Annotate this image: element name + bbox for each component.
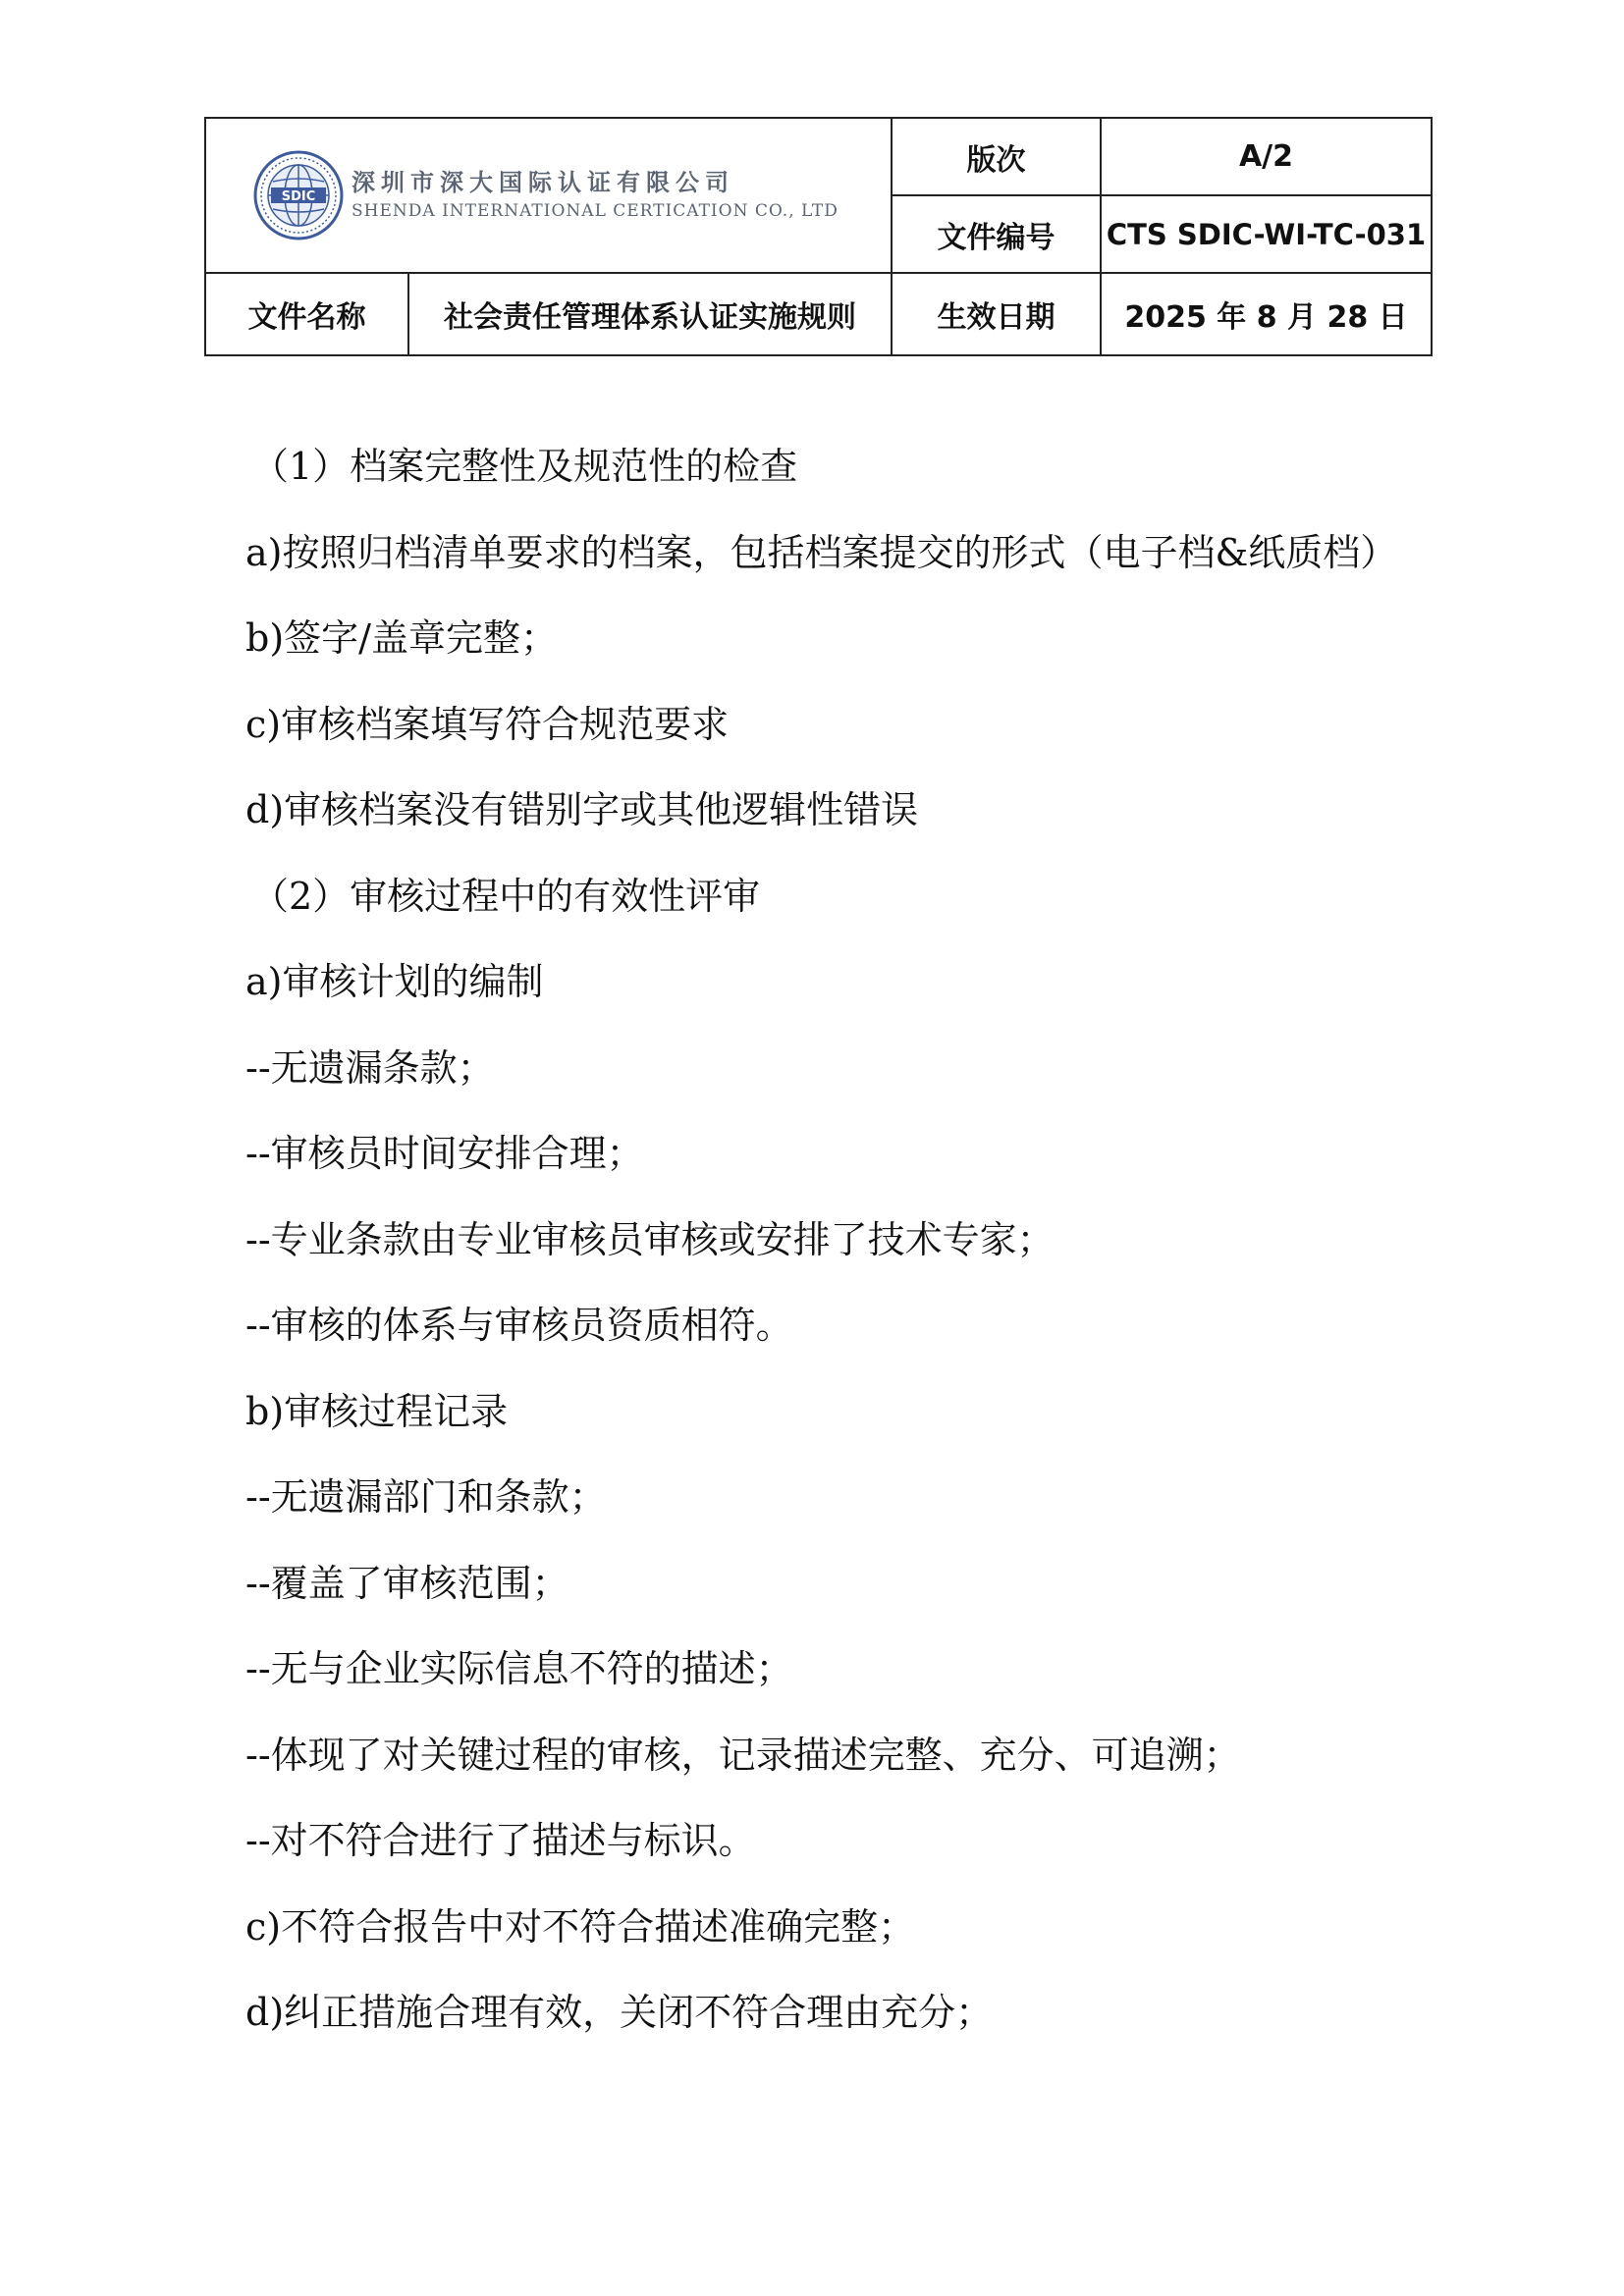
doc-number-value: CTS SDIC-WI-TC-031 (1101, 195, 1432, 273)
body-line: d)纠正措施合理有效，关闭不符合理由充分； (245, 1991, 994, 2034)
effective-date-label: 生效日期 (892, 273, 1101, 355)
doc-number-label: 文件编号 (892, 195, 1101, 273)
doc-name-label: 文件名称 (205, 273, 408, 355)
body-line: b)签字/盖章完整； (245, 616, 558, 660)
body-line: --体现了对关键过程的审核，记录描述完整、充分、可追溯； (245, 1733, 1241, 1777)
version-label: 版次 (892, 118, 1101, 195)
body-line: --审核员时间安排合理； (245, 1132, 644, 1175)
doc-name-value: 社会责任管理体系认证实施规则 (408, 273, 892, 355)
company-name-cn: 深圳市深大国际认证有限公司 (352, 169, 734, 196)
body-line: c)不符合报告中对不符合描述准确完整； (245, 1904, 916, 1949)
body-line: --对不符合进行了描述与标识。 (245, 1819, 756, 1862)
body-line: --审核的体系与审核员资质相符。 (245, 1304, 793, 1347)
document-body (245, 436, 1443, 2068)
version-value: A/2 (1101, 118, 1432, 195)
body-line: --专业条款由专业审核员审核或安排了技术专家； (245, 1217, 1055, 1261)
section-heading: （1）档案完整性及规范性的检查 (251, 445, 798, 488)
body-line: --无与企业实际信息不符的描述； (245, 1647, 793, 1690)
effective-date-value: 2025 年 8 月 28 日 (1101, 273, 1432, 355)
body-line: a)按照归档清单要求的档案，包括档案提交的形式（电子档&纸质档） (245, 530, 1398, 574)
body-line: a)审核计划的编制 (245, 960, 544, 1003)
body-line: d)审核档案没有错别字或其他逻辑性错误 (245, 788, 919, 831)
body-line: c)审核档案填写符合规范要求 (245, 702, 730, 746)
company-name-block (352, 167, 839, 224)
body-line: --无遗漏条款； (245, 1045, 495, 1090)
company-name-en: SHENDA INTERNATIONAL CERTICATION CO., LTD (352, 201, 839, 221)
company-seal-icon (253, 150, 344, 240)
logo-text: SDIC (281, 189, 316, 204)
body-line: --无遗漏部门和条款； (245, 1475, 607, 1519)
section-heading: （2）审核过程中的有效性评审 (251, 874, 761, 918)
company-logo-cell (205, 118, 892, 273)
body-line: --覆盖了审核范围； (245, 1561, 569, 1605)
company-logo (206, 150, 891, 240)
document-header-table (204, 117, 1433, 356)
body-line: b)审核过程记录 (245, 1389, 509, 1433)
